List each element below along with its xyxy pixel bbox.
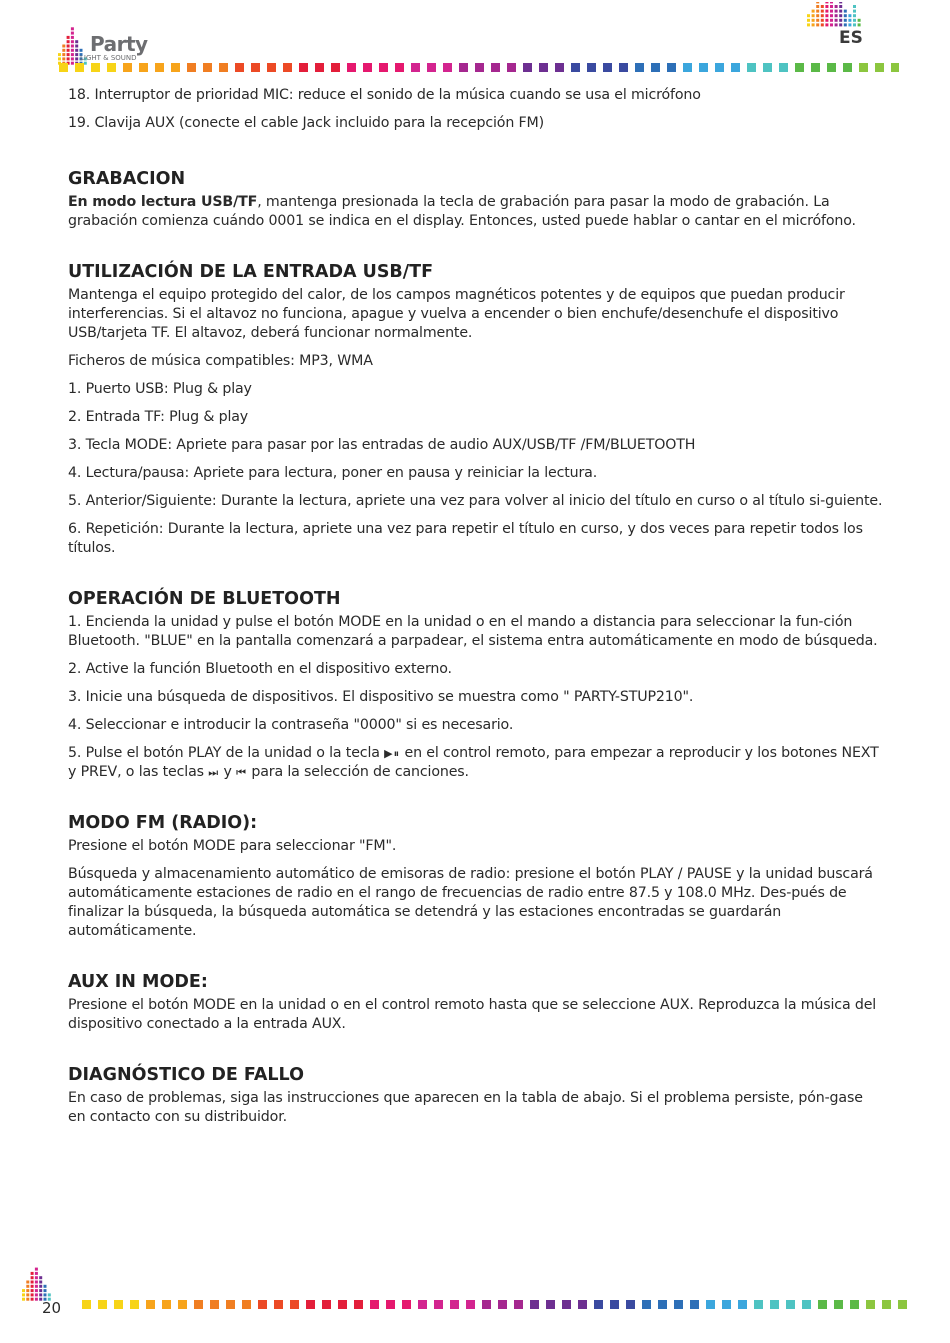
rainbow-dot <box>754 1300 763 1309</box>
rainbow-dot <box>555 63 564 72</box>
rainbow-dot <box>379 63 388 72</box>
equalizer-dot <box>839 14 842 17</box>
rainbow-dot <box>731 63 740 72</box>
rainbow-dot <box>683 63 692 72</box>
rainbow-dot <box>162 1300 171 1309</box>
rainbow-dot <box>450 1300 459 1309</box>
rainbow-dot <box>235 63 244 72</box>
rainbow-dot <box>603 63 612 72</box>
equalizer-dot <box>22 1298 25 1301</box>
usb-tf-formats: Ficheros de música compatibles: MP3, WMA <box>68 353 373 369</box>
rainbow-dot <box>699 63 708 72</box>
equalizer-dot <box>821 23 824 26</box>
fm-paragraph-1: Presione el botón MODE para seleccionar "FM". <box>68 838 397 854</box>
equalizer-dot <box>31 1298 34 1301</box>
equalizer-dot <box>848 23 851 26</box>
bluetooth-step-2: 2. Active la función Bluetooth en el dispositivo externo. <box>68 661 452 677</box>
rainbow-dot <box>626 1300 635 1309</box>
intro-item-19: 19. Clavija AUX (conecte el cable Jack incluido para la recepción FM) <box>68 115 545 131</box>
rainbow-dot <box>466 1300 475 1309</box>
equalizer-dot <box>844 10 847 13</box>
rainbow-dot <box>299 63 308 72</box>
rainbow-dot <box>114 1300 123 1309</box>
equalizer-dot <box>39 1289 42 1292</box>
rainbow-dot <box>690 1300 699 1309</box>
rainbow-dot <box>898 1300 907 1309</box>
equalizer-dot <box>75 53 78 56</box>
rainbow-dot <box>210 1300 219 1309</box>
equalizer-dot <box>58 53 61 56</box>
equalizer-dot <box>26 1293 29 1296</box>
usb-tf-paragraph: Mantenga el equipo protegido del calor, de los campos magnéticos potentes y de equipos que puedan producir interferencias. Si el altavoz no funciona, apague y vuelva a encender o bien enchufe/desenchufe el dispositivo USB/tarjeta TF. El altavoz, deberá funcionar normalmente. <box>68 287 845 341</box>
rainbow-dot <box>75 63 84 72</box>
rainbow-dot <box>427 63 436 72</box>
rainbow-dot <box>130 1300 139 1309</box>
equalizer-dot <box>853 19 856 22</box>
rainbow-dot <box>594 1300 603 1309</box>
rainbow-dot <box>354 1300 363 1309</box>
bluetooth-step-4: 4. Seleccionar e introducir la contraseña "0000" si es necesario. <box>68 717 514 733</box>
rainbow-dot <box>475 63 484 72</box>
equalizer-dot <box>825 14 828 17</box>
equalizer-dot <box>35 1285 38 1288</box>
equalizer-dot <box>821 14 824 17</box>
rainbow-dot <box>674 1300 683 1309</box>
equalizer-dot <box>858 23 861 26</box>
section-title-fm: MODO FM (RADIO): <box>68 813 258 833</box>
rainbow-dot <box>546 1300 555 1309</box>
bottom-dot-rule <box>82 1300 922 1309</box>
rainbow-dot <box>802 1300 811 1309</box>
rainbow-dot <box>274 1300 283 1309</box>
equalizer-dot <box>839 2 842 3</box>
grabacion-paragraph <box>68 193 883 231</box>
document-body <box>68 86 883 1136</box>
equalizer-dot <box>71 40 74 43</box>
equalizer-dot <box>825 5 828 8</box>
equalizer-dot <box>835 14 838 17</box>
equalizer-dot <box>31 1293 34 1296</box>
equalizer-dot <box>75 40 78 43</box>
equalizer-dot <box>816 5 819 8</box>
rainbow-dot <box>715 63 724 72</box>
bluetooth-step-1: 1. Encienda la unidad y pulse el botón MODE en la unidad o en el mando a distancia para seleccionar la fun-ción Bluetooth. "BLUE" en la pantalla comenzará a parpadear, el sistema entra automáticamente en modo de búsqueda. <box>68 614 878 649</box>
section-title-bluetooth: OPERACIÓN DE BLUETOOTH <box>68 589 341 609</box>
equalizer-dot <box>825 19 828 22</box>
equalizer-dot <box>39 1293 42 1296</box>
rainbow-dot <box>587 63 596 72</box>
rainbow-dot <box>258 1300 267 1309</box>
equalizer-dot <box>825 10 828 13</box>
rainbow-dot <box>434 1300 443 1309</box>
rainbow-dot <box>539 63 548 72</box>
rainbow-dot <box>667 63 676 72</box>
rainbow-dot <box>331 63 340 72</box>
rainbow-dot <box>578 1300 587 1309</box>
logo-subtext: LIGHT & SOUND <box>80 54 137 62</box>
equalizer-dot <box>830 14 833 17</box>
bluetooth-step-5-part3: y <box>219 764 237 780</box>
rainbow-dot <box>411 63 420 72</box>
rainbow-dot <box>251 63 260 72</box>
usb-tf-item-1: 1. Puerto USB: Plug & play <box>68 381 252 397</box>
rainbow-dot <box>507 63 516 72</box>
equalizer-dot <box>62 49 65 52</box>
equalizer-dot <box>26 1281 29 1284</box>
equalizer-dot <box>830 2 833 3</box>
rainbow-dot <box>283 63 292 72</box>
rainbow-dot <box>146 1300 155 1309</box>
rainbow-dot <box>875 63 884 72</box>
rainbow-dot <box>763 63 772 72</box>
rainbow-dot <box>818 1300 827 1309</box>
rainbow-dot <box>443 63 452 72</box>
rainbow-dot <box>347 63 356 72</box>
language-badge <box>807 2 867 50</box>
usb-tf-item-5: 5. Anterior/Siguiente: Durante la lectura, apriete una vez para volver al inicio del título en curso o al título si-guiente. <box>68 493 883 509</box>
equalizer-dot <box>825 23 828 26</box>
aux-paragraph: Presione el botón MODE en la unidad o en el control remoto hasta que se seleccione AUX. Reproduzca la música del dispositivo conectado a la entrada AUX. <box>68 997 877 1032</box>
equalizer-dot <box>58 57 61 60</box>
equalizer-dot <box>853 5 856 8</box>
equalizer-dot <box>67 49 70 52</box>
equalizer-dot <box>830 10 833 13</box>
equalizer-dot <box>844 23 847 26</box>
equalizer-dot <box>67 53 70 56</box>
rainbow-dot <box>834 1300 843 1309</box>
equalizer-dot <box>807 19 810 22</box>
rainbow-dot <box>811 63 820 72</box>
rainbow-dot <box>491 63 500 72</box>
rainbow-dot <box>194 1300 203 1309</box>
equalizer-dot <box>31 1289 34 1292</box>
equalizer-dot <box>62 57 65 60</box>
equalizer-dot <box>807 14 810 17</box>
rainbow-dot <box>779 63 788 72</box>
equalizer-dot <box>62 53 65 56</box>
rainbow-dot <box>139 63 148 72</box>
equalizer-dot <box>71 27 74 30</box>
equalizer-dot <box>26 1298 29 1301</box>
equalizer-dot <box>71 32 74 35</box>
rainbow-dot <box>386 1300 395 1309</box>
equalizer-dot <box>830 19 833 22</box>
equalizer-dot <box>75 45 78 48</box>
rainbow-dot <box>459 63 468 72</box>
rainbow-dot <box>770 1300 779 1309</box>
equalizer-dot <box>812 23 815 26</box>
equalizer-dot <box>812 14 815 17</box>
rainbow-dot <box>642 1300 651 1309</box>
equalizer-dot <box>816 2 819 3</box>
rainbow-dot <box>306 1300 315 1309</box>
equalizer-dot <box>75 49 78 52</box>
equalizer-footer-icon <box>22 1266 52 1302</box>
equalizer-dot <box>39 1285 42 1288</box>
rainbow-dot <box>850 1300 859 1309</box>
equalizer-dot <box>858 19 861 22</box>
equalizer-dot <box>816 19 819 22</box>
grabacion-text: , mantenga presionada la tecla de grabación para pasar la modo de grabación. La grabación comienza cuándo 0001 se indica en el display. Entonces, usted puede hablar o cantar en el micrófono. <box>68 194 856 229</box>
bluetooth-step-3: 3. Inicie una búsqueda de dispositivos. El dispositivo se muestra como " PARTY-STUP210". <box>68 689 694 705</box>
equalizer-dot <box>812 10 815 13</box>
rainbow-dot <box>866 1300 875 1309</box>
equalizer-dot <box>35 1289 38 1292</box>
rainbow-dot <box>498 1300 507 1309</box>
equalizer-dot <box>35 1272 38 1275</box>
equalizer-dot <box>807 23 810 26</box>
rainbow-dot <box>91 63 100 72</box>
equalizer-dot <box>44 1293 47 1296</box>
rainbow-dots-divider <box>59 63 899 72</box>
equalizer-dot <box>31 1285 34 1288</box>
section-title-fallo: DIAGNÓSTICO DE FALLO <box>68 1065 304 1085</box>
intro-item-18: 18. Interruptor de prioridad MIC: reduce el sonido de la música cuando se usa el micrófono <box>68 87 701 103</box>
rainbow-dot <box>747 63 756 72</box>
rainbow-dot <box>187 63 196 72</box>
rainbow-dot <box>155 63 164 72</box>
equalizer-dot <box>848 19 851 22</box>
equalizer-dot <box>35 1293 38 1296</box>
equalizer-dot <box>80 49 83 52</box>
rainbow-dot <box>322 1300 331 1309</box>
equalizer-dot <box>825 2 828 3</box>
equalizer-dot <box>44 1285 47 1288</box>
rainbow-dot <box>706 1300 715 1309</box>
equalizer-dot <box>71 53 74 56</box>
bluetooth-step-5-part2: en el control remoto, para empezar a reproducir y los botones NEXT y PREV, o las teclas <box>68 745 879 780</box>
next-track-icon: ⏭ <box>208 766 220 779</box>
equalizer-dot <box>39 1276 42 1279</box>
rainbow-dot <box>171 63 180 72</box>
equalizer-dot <box>821 5 824 8</box>
rainbow-dots-divider <box>82 1300 922 1309</box>
grabacion-bold-lead: En modo lectura USB/TF <box>68 194 258 210</box>
equalizer-dot <box>853 10 856 13</box>
equalizer-dot <box>67 45 70 48</box>
equalizer-dot <box>844 14 847 17</box>
rainbow-dot <box>795 63 804 72</box>
rainbow-dot <box>107 63 116 72</box>
rainbow-dot <box>123 63 132 72</box>
equalizer-dot <box>39 1281 42 1284</box>
rainbow-dot <box>98 1300 107 1309</box>
equalizer-dot <box>71 49 74 52</box>
rainbow-dot <box>418 1300 427 1309</box>
rainbow-dot <box>827 63 836 72</box>
equalizer-dot <box>853 14 856 17</box>
rainbow-dot <box>482 1300 491 1309</box>
rainbow-dot <box>82 1300 91 1309</box>
equalizer-dot <box>35 1298 38 1301</box>
equalizer-dot <box>67 57 70 60</box>
equalizer-dot <box>835 10 838 13</box>
bluetooth-step-5-part1: 5. Pulse el botón PLAY de la unidad o la tecla <box>68 745 385 761</box>
section-title-grabacion: GRABACION <box>68 169 186 189</box>
equalizer-dot <box>31 1276 34 1279</box>
equalizer-dot <box>48 1293 51 1296</box>
equalizer-dot <box>62 45 65 48</box>
equalizer-dot <box>22 1293 25 1296</box>
section-title-aux: AUX IN MODE: <box>68 972 208 992</box>
play-pause-icon: ▶⏸ <box>384 747 401 760</box>
equalizer-dot <box>812 19 815 22</box>
rainbow-dot <box>562 1300 571 1309</box>
rainbow-dot <box>891 63 899 72</box>
logo-text: Party <box>90 32 148 56</box>
equalizer-dot <box>839 19 842 22</box>
equalizer-dot <box>821 19 824 22</box>
page-number: 20 <box>42 1299 62 1317</box>
bluetooth-step-5 <box>68 744 883 782</box>
equalizer-dot <box>26 1285 29 1288</box>
equalizer-dot <box>71 57 74 60</box>
rainbow-dot <box>203 63 212 72</box>
top-dot-rule <box>59 63 899 72</box>
equalizer-dot <box>35 1268 38 1271</box>
rainbow-dot <box>402 1300 411 1309</box>
rainbow-dot <box>395 63 404 72</box>
rainbow-dot <box>635 63 644 72</box>
equalizer-dot <box>67 40 70 43</box>
equalizer-dot <box>75 57 78 60</box>
rainbow-dot <box>523 63 532 72</box>
usb-tf-item-3: 3. Tecla MODE: Apriete para pasar por las entradas de audio AUX/USB/TF /FM/BLUETOOTH <box>68 437 696 453</box>
equalizer-dot <box>44 1289 47 1292</box>
equalizer-dot <box>35 1276 38 1279</box>
equalizer-dot <box>844 19 847 22</box>
rainbow-dot <box>882 1300 891 1309</box>
equalizer-dot <box>835 19 838 22</box>
bluetooth-step-5-part4: para la selección de canciones. <box>247 764 469 780</box>
equalizer-dot <box>830 5 833 8</box>
equalizer-dot <box>839 5 842 8</box>
equalizer-dot <box>71 45 74 48</box>
rainbow-dot <box>738 1300 747 1309</box>
usb-tf-item-4: 4. Lectura/pausa: Apriete para lectura, poner en pausa y reiniciar la lectura. <box>68 465 598 481</box>
rainbow-dot <box>722 1300 731 1309</box>
equalizer-dot <box>853 23 856 26</box>
rainbow-dot <box>363 63 372 72</box>
prev-track-icon: ⏮ <box>236 766 247 779</box>
rainbow-dot <box>178 1300 187 1309</box>
usb-tf-item-2: 2. Entrada TF: Plug & play <box>68 409 249 425</box>
rainbow-dot <box>514 1300 523 1309</box>
rainbow-dot <box>242 1300 251 1309</box>
rainbow-dot <box>370 1300 379 1309</box>
rainbow-dot <box>219 63 228 72</box>
rainbow-dot <box>619 63 628 72</box>
equalizer-dot <box>839 23 842 26</box>
rainbow-dot <box>59 63 68 72</box>
usb-tf-item-6: 6. Repetición: Durante la lectura, apriete una vez para repetir el título en curso, y dos veces para repetir todos los títulos. <box>68 521 863 556</box>
equalizer-dot <box>835 23 838 26</box>
equalizer-dot <box>848 14 851 17</box>
rainbow-dot <box>226 1300 235 1309</box>
equalizer-dot <box>839 10 842 13</box>
equalizer-dot <box>31 1281 34 1284</box>
rainbow-dot <box>571 63 580 72</box>
rainbow-dot <box>530 1300 539 1309</box>
equalizer-dot <box>71 36 74 39</box>
equalizer-dot <box>835 5 838 8</box>
rainbow-dot <box>658 1300 667 1309</box>
equalizer-dots-icon <box>807 2 867 28</box>
equalizer-dot <box>816 23 819 26</box>
equalizer-dot <box>22 1289 25 1292</box>
rainbow-dot <box>843 63 852 72</box>
equalizer-dot <box>31 1272 34 1275</box>
rainbow-dot <box>610 1300 619 1309</box>
section-title-usb-tf: UTILIZACIÓN DE LA ENTRADA USB/TF <box>68 262 434 282</box>
rainbow-dot <box>315 63 324 72</box>
rainbow-dot <box>651 63 660 72</box>
fallo-paragraph: En caso de problemas, siga las instrucciones que aparecen en la tabla de abajo. Si el problema persiste, pón-gase en contacto con su distribuidor. <box>68 1090 863 1125</box>
language-code: ES <box>839 28 863 48</box>
equalizer-dot <box>830 23 833 26</box>
rainbow-dot <box>859 63 868 72</box>
party-logo <box>58 26 158 66</box>
rainbow-dot <box>338 1300 347 1309</box>
equalizer-dot <box>26 1289 29 1292</box>
rainbow-dot <box>290 1300 299 1309</box>
rainbow-dot <box>786 1300 795 1309</box>
rainbow-dot <box>267 63 276 72</box>
equalizer-dot <box>816 14 819 17</box>
equalizer-dot <box>35 1281 38 1284</box>
equalizer-dot <box>67 36 70 39</box>
fm-paragraph-2: Búsqueda y almacenamiento automático de emisoras de radio: presione el botón PLAY / PAUSE y la unidad buscará automáticamente estaciones de radio en el rango de frecuencias de radio entre 87.5 y 108.0 MHz. Des-pués de finalizar la búsqueda, la búsqueda automática se detendrá y las estaciones encontradas se guardarán automáticamente. <box>68 866 873 939</box>
equalizer-dot <box>816 10 819 13</box>
equalizer-dot <box>821 10 824 13</box>
